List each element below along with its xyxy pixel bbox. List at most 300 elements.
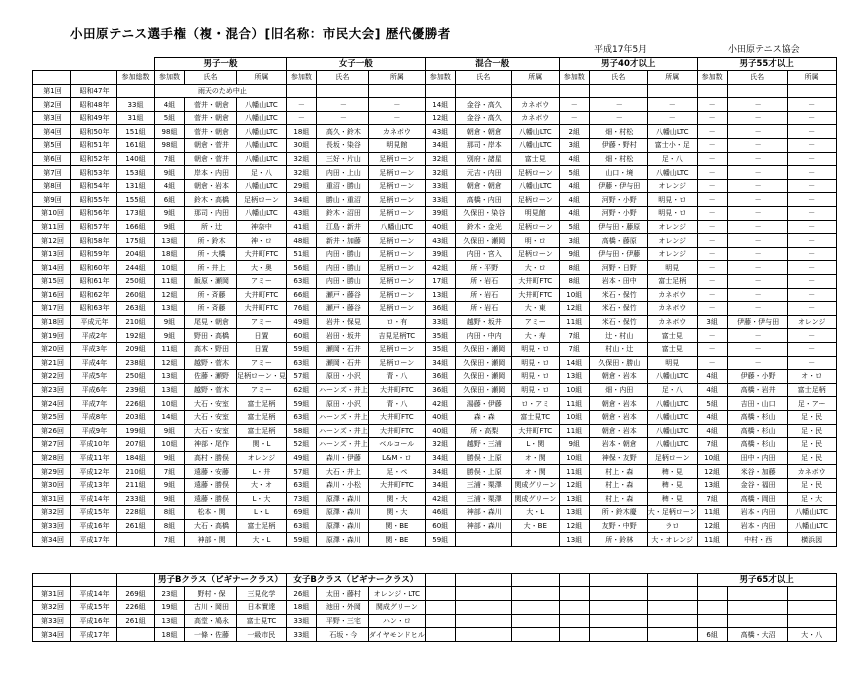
table-cell: 足・八	[237, 166, 287, 180]
table-cell: 207組	[117, 438, 155, 452]
table-cell: 60組	[286, 329, 316, 343]
table-cell: 八幡山LTC	[787, 506, 836, 520]
table-cell: 250組	[117, 370, 155, 384]
table-cell: 足柄ローン	[368, 342, 425, 356]
table-cell	[727, 84, 787, 98]
table-cell: 4組	[559, 152, 589, 166]
year: 昭和48年	[71, 98, 117, 112]
table-cell: 269組	[117, 587, 155, 601]
table-cell: 久保田・勝山	[589, 356, 647, 370]
table-cell: 別府・諸星	[455, 152, 511, 166]
table-cell: 19組	[155, 601, 185, 615]
table-cell	[559, 628, 589, 642]
table-cell: 富士足柄	[787, 383, 836, 397]
table-cell: 富士足柄	[237, 410, 287, 424]
table-cell: 鈴木・沼田	[316, 207, 368, 221]
table-cell: ハーンズ・井上	[316, 424, 368, 438]
table-cell: 39組	[425, 247, 455, 261]
table-cell: 池田・外岡	[316, 601, 368, 615]
table-cell: 横浜図	[787, 533, 836, 547]
table-cell: 一條・佐藤	[185, 628, 237, 642]
table-cell: －	[697, 288, 727, 302]
table-cell: 32組	[425, 438, 455, 452]
table-cell: 足柄ローン	[368, 261, 425, 275]
year: 昭和51年	[71, 139, 117, 153]
table-cell: 3組	[559, 234, 589, 248]
table-cell: 米石・保竹	[589, 288, 647, 302]
table-cell: －	[286, 98, 316, 112]
table-cell: 10組	[559, 410, 589, 424]
edition: 第20回	[33, 342, 71, 356]
table-cell: 43組	[425, 125, 455, 139]
table-cell	[697, 587, 727, 601]
table-row	[33, 84, 837, 98]
header-total-entries: 参加総数	[117, 71, 155, 85]
table-cell: 原澤・森川	[316, 506, 368, 520]
year: 昭和50年	[71, 125, 117, 139]
table-cell	[559, 84, 589, 98]
table-row	[33, 220, 837, 234]
table-cell: 60組	[425, 519, 455, 533]
table-cell: 260組	[117, 288, 155, 302]
table-cell: ロ・アミ	[511, 397, 559, 411]
table-cell: 33組	[425, 179, 455, 193]
year: 平成13年	[71, 478, 117, 492]
table-cell	[559, 587, 589, 601]
year: 平成11年	[71, 451, 117, 465]
table-cell: 遠藤・安藤	[185, 465, 237, 479]
table-cell	[727, 614, 787, 628]
table-row	[33, 628, 837, 642]
gap-cell	[727, 546, 787, 573]
table-cell: 40組	[425, 220, 455, 234]
table-cell: 内田・上山	[316, 166, 368, 180]
gap-cell	[71, 546, 117, 573]
table-cell: 11組	[559, 397, 589, 411]
table-cell: 足柄ローン	[368, 275, 425, 289]
table-cell: 足柄ローン	[368, 179, 425, 193]
table-cell: 所・鈴林	[589, 533, 647, 547]
table-cell: 菅井・朝倉	[185, 98, 237, 112]
table-cell: アミー	[237, 383, 287, 397]
table-cell: 49組	[286, 451, 316, 465]
table-cell: アミー	[237, 356, 287, 370]
header-name: 氏名	[185, 71, 237, 85]
table-cell: 高堂・鳩永	[185, 614, 237, 628]
table-cell: 所・高梨	[455, 424, 511, 438]
table-cell	[455, 533, 511, 547]
table-cell: 34組	[425, 478, 455, 492]
table-cell: －	[787, 342, 836, 356]
edition: 第30回	[33, 478, 71, 492]
table-cell: 岸本・内田	[185, 166, 237, 180]
table-cell: 155組	[117, 193, 155, 207]
table-cell: L・L	[237, 506, 287, 520]
organization: 小田原テニス協会	[728, 45, 800, 55]
table-cell: 八幡山LTC	[237, 125, 287, 139]
table-cell: －	[727, 302, 787, 316]
table-cell: 3組	[697, 315, 727, 329]
table-cell	[368, 84, 425, 98]
table-cell	[559, 614, 589, 628]
table-cell: 八幡山LTC	[237, 139, 287, 153]
table-cell: 内田・宮入	[455, 247, 511, 261]
table-row	[33, 370, 837, 384]
table-cell: 4組	[697, 370, 727, 384]
table-cell: 36組	[425, 370, 455, 384]
table-cell: 4組	[155, 179, 185, 193]
table-cell: 高橋・大沼	[727, 628, 787, 642]
table-cell: －	[727, 247, 787, 261]
table-cell: カネボウ	[368, 125, 425, 139]
table-cell: 久保田・瀬岡	[455, 234, 511, 248]
table-cell: －	[647, 98, 697, 112]
table-cell: 8組	[559, 261, 589, 275]
table-cell: －	[697, 261, 727, 275]
table-cell: 2組	[559, 125, 589, 139]
table-cell: －	[727, 342, 787, 356]
table-cell: 足・八	[647, 383, 697, 397]
table-cell: 日置	[237, 342, 287, 356]
table-row	[33, 111, 837, 125]
table-cell: －	[727, 288, 787, 302]
table-row	[33, 424, 837, 438]
table-cell: －	[787, 98, 836, 112]
edition: 第31回	[33, 492, 71, 506]
table-cell: 越野・坂井	[455, 315, 511, 329]
table-cell: 所・鈴木慶	[589, 506, 647, 520]
table-cell: オレンジ	[647, 179, 697, 193]
header-name: 氏名	[455, 71, 511, 85]
table-cell: 高橋・杉山	[727, 438, 787, 452]
table-cell: 13組	[155, 302, 185, 316]
table-cell: 富士足柄	[237, 519, 287, 533]
table-cell: 足柄ローン	[237, 193, 287, 207]
table-cell: 森・森	[455, 410, 511, 424]
edition: 第1回	[33, 84, 71, 98]
table-cell: 高橋・岡田	[727, 492, 787, 506]
table-cell: 13組	[559, 370, 589, 384]
table-cell: －	[368, 111, 425, 125]
table-cell: －	[787, 179, 836, 193]
table-cell: 朝倉・岩本	[589, 424, 647, 438]
table-cell: －	[787, 152, 836, 166]
gap-cell	[155, 546, 185, 573]
table-cell: －	[727, 111, 787, 125]
table-cell: 明見	[647, 356, 697, 370]
table-cell: 4組	[697, 410, 727, 424]
table-cell	[727, 601, 787, 615]
table-cell: 52組	[286, 438, 316, 452]
table-cell: 鈴木・金光	[455, 220, 511, 234]
edition: 第26回	[33, 424, 71, 438]
table-cell: 59組	[286, 533, 316, 547]
table-cell: アミー	[511, 315, 559, 329]
header-entries: 参加数	[286, 71, 316, 85]
table-cell: 高久・鈴木	[316, 125, 368, 139]
table-cell: 一級市民	[237, 628, 287, 642]
bottom-section-header	[33, 573, 837, 587]
table-cell: 98組	[155, 125, 185, 139]
table-cell: 3組	[559, 139, 589, 153]
table-row	[33, 139, 837, 153]
table-cell: 所・斉藤	[185, 288, 237, 302]
table-cell: 富士見	[647, 342, 697, 356]
table-cell: 長坂・染谷	[316, 139, 368, 153]
table-cell: 12組	[559, 519, 589, 533]
table-cell: 9組	[155, 424, 185, 438]
table-cell: 226組	[117, 397, 155, 411]
table-cell: －	[727, 179, 787, 193]
table-cell: 10組	[559, 383, 589, 397]
table-cell: 12組	[559, 478, 589, 492]
table-cell: カネボウ	[787, 465, 836, 479]
table-cell: 瀬戸・藤谷	[316, 302, 368, 316]
table-cell: －	[697, 166, 727, 180]
table-cell: 八幡山LTC	[511, 179, 559, 193]
table-cell: 140組	[117, 152, 155, 166]
table-cell: 233組	[117, 492, 155, 506]
table-cell: 関・BE	[368, 519, 425, 533]
edition: 第8回	[33, 179, 71, 193]
table-row	[33, 247, 837, 261]
table-cell: 高村・勝俣	[185, 451, 237, 465]
table-cell: 42組	[425, 397, 455, 411]
table-cell: 大井町FTC	[368, 410, 425, 424]
year: 平成6年	[71, 383, 117, 397]
table-cell: カネボウ	[511, 98, 559, 112]
edition: 第23回	[33, 383, 71, 397]
table-cell: 河野・小野	[589, 207, 647, 221]
table-cell: 飯原・瀬岡	[185, 275, 237, 289]
table-cell: 62組	[286, 383, 316, 397]
table-row	[33, 207, 837, 221]
table-cell: 57組	[286, 465, 316, 479]
section-gap	[33, 546, 837, 573]
table-cell: 辻・村山	[589, 329, 647, 343]
table-cell: 226組	[117, 601, 155, 615]
table-cell: －	[697, 193, 727, 207]
table-cell	[511, 84, 559, 98]
table-cell	[455, 587, 511, 601]
table-cell: 内田・勝山	[316, 275, 368, 289]
table-cell	[647, 84, 697, 98]
edition: 第27回	[33, 438, 71, 452]
table-cell: 足柄ローン	[511, 193, 559, 207]
table-cell	[455, 614, 511, 628]
table-cell: －	[727, 166, 787, 180]
table-cell: 11組	[697, 533, 727, 547]
year: 平成3年	[71, 342, 117, 356]
table-cell: －	[697, 125, 727, 139]
table-cell: －	[727, 356, 787, 370]
table-cell: 関成グリーン	[368, 601, 425, 615]
table-cell: －	[727, 275, 787, 289]
table-cell: L・井	[237, 465, 287, 479]
table-cell: 所・大橋	[185, 247, 237, 261]
table-cell	[117, 628, 155, 642]
gap-cell	[787, 546, 836, 573]
table-cell: 朝倉・菅井	[185, 139, 237, 153]
table-cell: －	[787, 207, 836, 221]
table-cell: 神保・友野	[589, 451, 647, 465]
year: 昭和54年	[71, 179, 117, 193]
table-cell: 98組	[155, 139, 185, 153]
table-cell: 76組	[286, 302, 316, 316]
gap-cell	[455, 546, 511, 573]
table-cell	[787, 587, 836, 601]
table-cell: 中村・西	[727, 533, 787, 547]
table-cell: 210組	[117, 315, 155, 329]
table-cell: 那司・岸本	[455, 139, 511, 153]
table-cell	[647, 628, 697, 642]
table-cell: －	[286, 111, 316, 125]
table-cell: 13組	[155, 234, 185, 248]
table-cell: 高橋・杉山	[727, 424, 787, 438]
table-cell: 33組	[286, 614, 316, 628]
table-cell: 51組	[286, 247, 316, 261]
edition: 第25回	[33, 410, 71, 424]
table-cell: 岩本・内田	[727, 519, 787, 533]
edition: 第3回	[33, 111, 71, 125]
table-cell: 村上・森	[589, 478, 647, 492]
table-cell: 古川・岡田	[185, 601, 237, 615]
table-cell: 211組	[117, 478, 155, 492]
header-blank	[71, 573, 117, 587]
table-row	[33, 492, 837, 506]
edition: 第11回	[33, 220, 71, 234]
table-cell: 関・BE	[368, 533, 425, 547]
gap-cell	[33, 546, 71, 573]
table-cell: 足柄ローン	[368, 152, 425, 166]
table-cell: 31組	[117, 111, 155, 125]
table-cell: －	[787, 261, 836, 275]
gap-cell	[647, 546, 697, 573]
table-cell: オレンジ・LTC	[368, 587, 425, 601]
table-cell: 八幡山LTC	[237, 207, 287, 221]
table-cell: 33組	[425, 315, 455, 329]
table-cell: 足柄ローン	[368, 207, 425, 221]
table-cell: 10組	[155, 397, 185, 411]
table-cell: 神・ロ	[237, 234, 287, 248]
header-blank	[455, 573, 511, 587]
table-cell: 5組	[559, 220, 589, 234]
year: 昭和61年	[71, 275, 117, 289]
table-cell: 11組	[559, 315, 589, 329]
gap-cell	[117, 546, 155, 573]
table-cell: オ・ロ	[787, 370, 836, 384]
header-name: 氏名	[589, 71, 647, 85]
table-cell: －	[727, 98, 787, 112]
table-cell: －	[697, 139, 727, 153]
table-cell: アミー	[237, 275, 287, 289]
table-cell: 250組	[117, 275, 155, 289]
table-cell: 175組	[117, 234, 155, 248]
year: 平成8年	[71, 410, 117, 424]
header-entries: 参加数	[155, 71, 185, 85]
table-cell: 12組	[425, 111, 455, 125]
table-cell: 57組	[286, 370, 316, 384]
table-cell: 朝倉・岩本	[589, 397, 647, 411]
table-cell: 畑・村松	[589, 152, 647, 166]
table-cell: 森川・伊藤	[316, 451, 368, 465]
total-entries	[117, 84, 155, 98]
table-cell: オレンジ	[647, 247, 697, 261]
table-cell: 6組	[697, 628, 727, 642]
table-cell: 所・平野	[455, 261, 511, 275]
table-cell: 13組	[559, 492, 589, 506]
table-cell: 12組	[697, 519, 727, 533]
table-cell: 63組	[286, 410, 316, 424]
table-cell: 43組	[286, 207, 316, 221]
header-blank	[33, 573, 71, 587]
table-cell: 6組	[155, 193, 185, 207]
year: 平成12年	[71, 465, 117, 479]
table-cell: 神部・関	[185, 533, 237, 547]
table-cell: 森川・小松	[316, 478, 368, 492]
table-row	[33, 614, 837, 628]
table-cell: カネボウ	[647, 302, 697, 316]
table-cell: 239組	[117, 383, 155, 397]
year: 昭和55年	[71, 193, 117, 207]
table-cell	[697, 84, 727, 98]
table-cell: 大井町FTC	[511, 424, 559, 438]
table-cell	[286, 84, 316, 98]
table-row	[33, 288, 837, 302]
table-row	[33, 410, 837, 424]
table-cell: ラロ	[647, 519, 697, 533]
table-cell: －	[559, 111, 589, 125]
table-cell: 関・L	[237, 438, 287, 452]
table-cell: 岩田・坂井	[316, 329, 368, 343]
table-cell	[425, 628, 455, 642]
edition: 第10回	[33, 207, 71, 221]
table-cell: 7組	[155, 533, 185, 547]
gap-cell	[425, 546, 455, 573]
table-cell: 平野・三宅	[316, 614, 368, 628]
year: 平成9年	[71, 424, 117, 438]
table-cell: －	[316, 111, 368, 125]
table-cell: 足・八	[647, 152, 697, 166]
table-cell: 足柄ローン	[511, 166, 559, 180]
table-cell: 神部・森川	[455, 506, 511, 520]
year: 昭和56年	[71, 207, 117, 221]
header-affiliation: 所属	[787, 71, 836, 85]
table-cell: 八幡山LTC	[511, 139, 559, 153]
table-cell	[511, 614, 559, 628]
table-row	[33, 451, 837, 465]
table-row	[33, 506, 837, 520]
gap-cell	[185, 546, 237, 573]
table-cell: 43組	[425, 234, 455, 248]
table-cell: 高橋・内田	[455, 193, 511, 207]
header-blank	[511, 573, 559, 587]
table-cell	[589, 587, 647, 601]
table-cell: 大井町FTC	[237, 247, 287, 261]
table-cell: 大・八	[787, 628, 836, 642]
table-cell: 三見化学	[237, 587, 287, 601]
table-cell: ハン・ロ	[368, 614, 425, 628]
table-cell: 4組	[559, 207, 589, 221]
table-cell: 11組	[559, 465, 589, 479]
header-blank	[117, 573, 155, 587]
year: 平成4年	[71, 356, 117, 370]
edition: 第4回	[33, 125, 71, 139]
table-cell: 17組	[425, 275, 455, 289]
table-cell: －	[787, 356, 836, 370]
table-cell: 越野・菅木	[185, 383, 237, 397]
table-cell: 岩井・保見	[316, 315, 368, 329]
